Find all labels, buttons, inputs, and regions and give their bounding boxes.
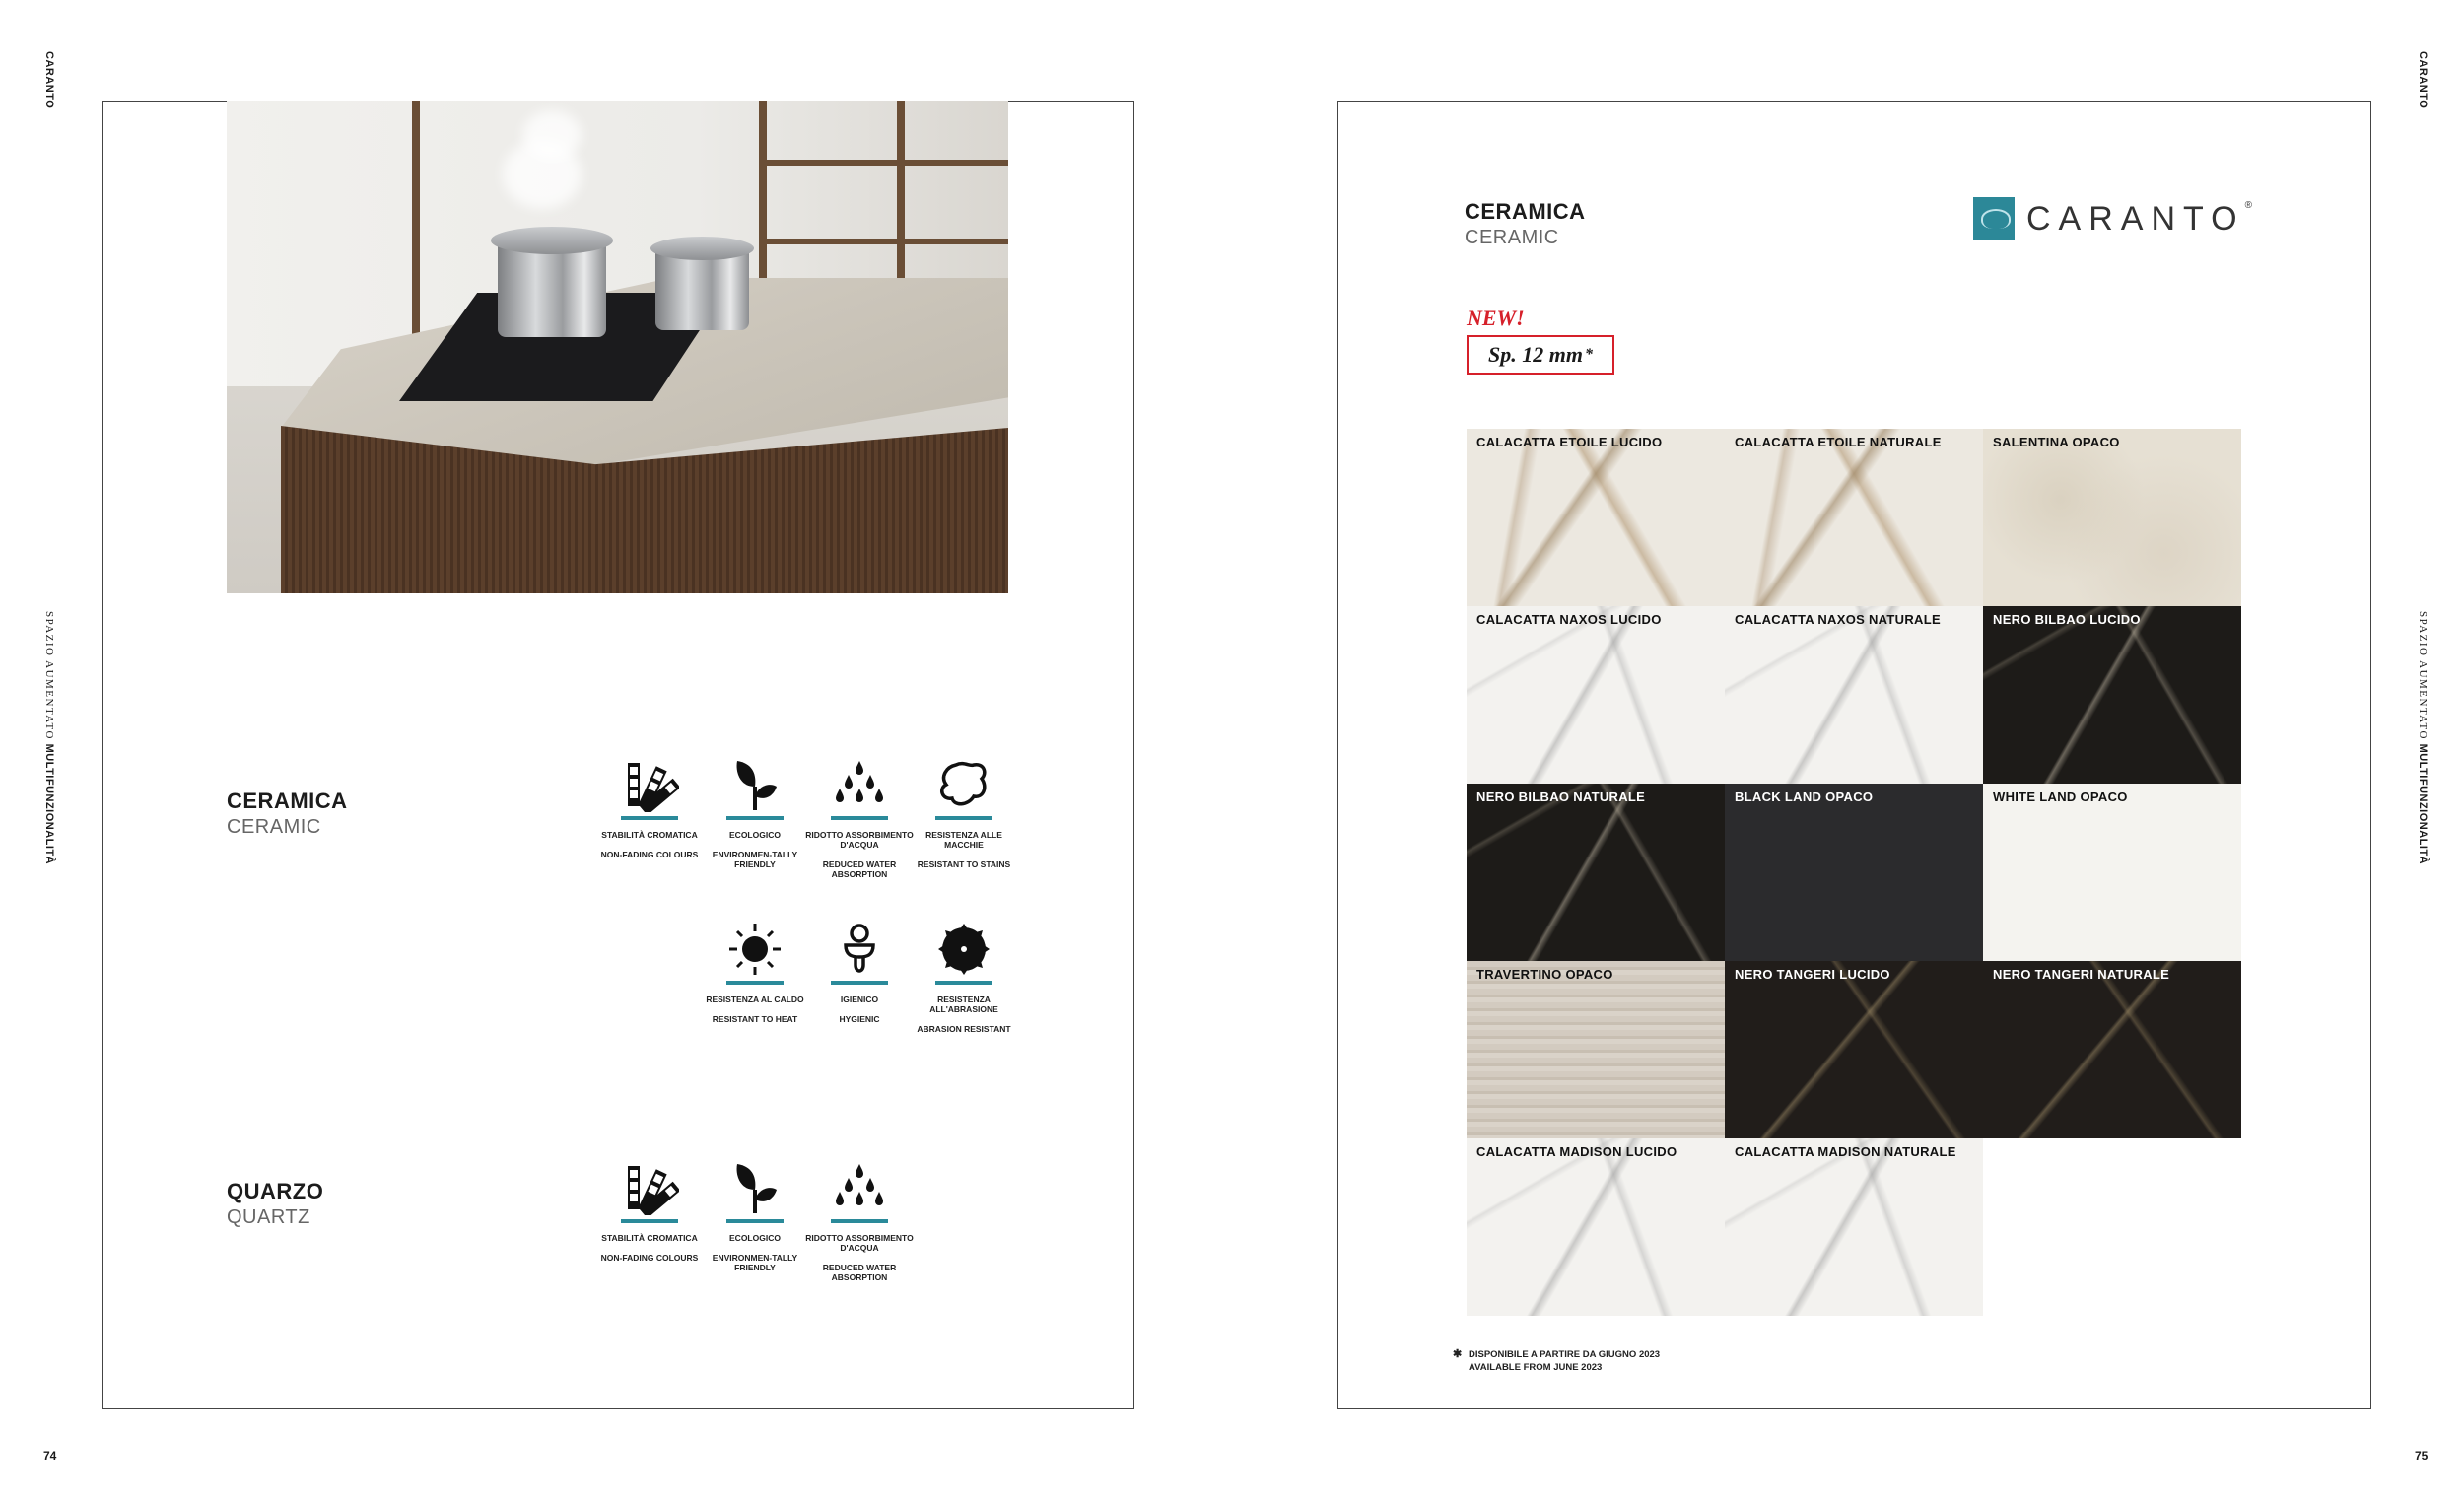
feature-abrasion-resistance: [910, 922, 1018, 1034]
left-page-number: 74: [43, 1449, 57, 1463]
feature-label-it: RIDOTTO ASSORBIMENTO D'ACQUA: [805, 1233, 914, 1253]
feature-label-it: RESISTENZA AL CALDO: [706, 995, 804, 1004]
feature-underline: [935, 981, 992, 985]
footnote-it: DISPONIBILE A PARTIRE DA GIUGNO 2023: [1469, 1349, 1661, 1360]
right-page-number: 75: [2415, 1449, 2429, 1463]
thickness-asterisk: *: [1584, 346, 1593, 363]
feature-label-en: HYGIENIC: [839, 1014, 880, 1024]
feature-water-absorption: [805, 757, 914, 879]
material-swatch: [1983, 606, 2241, 784]
material-swatch: [1983, 429, 2241, 606]
feature-label-en: NON-FADING COLOURS: [600, 850, 699, 859]
left-section-serif: SPAZIO AUMENTATO: [43, 611, 55, 740]
thickness-label: Sp. 12 mm: [1488, 342, 1583, 367]
feature-label-en: RESISTANT TO STAINS: [917, 859, 1011, 869]
feature-colour-stability: [595, 757, 704, 859]
ceramica-title: CERAMICA: [227, 789, 348, 813]
material-swatch-label: WHITE LAND OPACO: [1993, 789, 2128, 804]
feature-underline: [621, 816, 678, 820]
feature-stain-resistance: [910, 757, 1018, 869]
caranto-logo-mark-icon: [1973, 197, 2015, 240]
feature-label-it: STABILITÀ CROMATICA: [601, 830, 698, 840]
material-swatch-label: CALACATTA NAXOS LUCIDO: [1476, 612, 1662, 627]
feature-underline: [831, 981, 888, 985]
feature-underline: [935, 816, 992, 820]
feature-label-it: RESISTENZA ALLE MACCHIE: [925, 830, 1002, 850]
ceramica-subtitle: CERAMIC: [227, 816, 321, 838]
feature-label-it: ECOLOGICO: [729, 830, 781, 840]
feature-underline: [621, 1219, 678, 1223]
material-swatch-label: CALACATTA ETOILE NATURALE: [1735, 435, 1942, 449]
feature-label-it: RIDOTTO ASSORBIMENTO D'ACQUA: [805, 830, 914, 850]
leaf-sprout-icon: [725, 1160, 785, 1215]
feature-label-en: RESISTANT TO HEAT: [712, 1014, 798, 1024]
feature-underline: [726, 1219, 784, 1223]
feature-label-en: NON-FADING COLOURS: [600, 1253, 699, 1263]
feature-underline: [831, 1219, 888, 1223]
material-swatch-label: CALACATTA ETOILE LUCIDO: [1476, 435, 1663, 449]
kitchen-photo: [227, 101, 1008, 593]
quartz-feature-eco: [701, 1160, 809, 1272]
material-swatch-label: BLACK LAND OPACO: [1735, 789, 1874, 804]
material-swatch-label: CALACATTA MADISON LUCIDO: [1476, 1144, 1677, 1159]
material-swatch: [1725, 784, 1983, 961]
material-swatch: [1467, 606, 1725, 784]
material-swatch-label: TRAVERTINO OPACO: [1476, 967, 1613, 982]
material-swatch-label: CALACATTA NAXOS NATURALE: [1735, 612, 1941, 627]
material-swatch-label: SALENTINA OPACO: [1993, 435, 2120, 449]
material-swatch: [1983, 961, 2241, 1138]
thickness-badge: [1467, 335, 1614, 375]
sun-heat-icon: [725, 922, 785, 977]
material-swatch-label: NERO BILBAO LUCIDO: [1993, 612, 2141, 627]
leaf-sprout-icon: [725, 757, 785, 812]
left-section-vertical: [43, 611, 55, 864]
feature-heat-resistance: [701, 922, 809, 1024]
material-swatch: [1725, 961, 1983, 1138]
feature-label-en: ABRASION RESISTANT: [917, 1024, 1011, 1034]
feature-underline: [726, 816, 784, 820]
feature-label-en: ENVIRONMEN-TALLY FRIENDLY: [712, 1253, 798, 1272]
caranto-logo-text: CARANTO®: [2026, 199, 2252, 238]
stain-icon: [934, 757, 993, 812]
saw-blade-icon: [934, 922, 993, 977]
material-swatch: [1467, 961, 1725, 1138]
material-swatch: [1725, 429, 1983, 606]
water-drops-icon: [830, 757, 889, 812]
swatch-fan-icon: [620, 757, 679, 812]
material-swatch: [1467, 784, 1725, 961]
material-swatch-label: NERO BILBAO NATURALE: [1476, 789, 1646, 804]
feature-label-it: RESISTENZA ALL'ABRASIONE: [929, 995, 998, 1014]
feature-hygienic: [805, 922, 914, 1024]
left-section-bold: MULTIFUNZIONALITÀ: [43, 743, 55, 865]
feature-label-it: ECOLOGICO: [729, 1233, 781, 1243]
footnote-en: AVAILABLE FROM JUNE 2023: [1469, 1362, 1603, 1373]
caranto-logo: [1973, 197, 2252, 240]
material-swatch-label: CALACATTA MADISON NATURALE: [1735, 1144, 1956, 1159]
pacifier-icon: [830, 922, 889, 977]
quarzo-title: QUARZO: [227, 1179, 324, 1203]
material-swatch-label: NERO TANGERI NATURALE: [1993, 967, 2170, 982]
quartz-feature-colour-stability: [595, 1160, 704, 1263]
availability-footnote: [1453, 1348, 1660, 1374]
right-ceramica-subtitle: CERAMIC: [1465, 227, 1559, 248]
right-section-bold: MULTIFUNZIONALITÀ: [2417, 743, 2429, 865]
right-section-vertical: [2417, 611, 2429, 864]
feature-label-en: REDUCED WATER ABSORPTION: [822, 1263, 897, 1282]
right-section-serif: SPAZIO AUMENTATO: [2417, 611, 2429, 740]
new-tag: NEW!: [1467, 306, 1525, 330]
feature-label-it: IGIENICO: [840, 995, 879, 1004]
quarzo-subtitle: QUARTZ: [227, 1206, 310, 1228]
feature-label-en: REDUCED WATER ABSORPTION: [822, 859, 897, 879]
material-swatch: [1983, 784, 2241, 961]
material-swatch-label: NERO TANGERI LUCIDO: [1735, 967, 1890, 982]
feature-underline: [726, 981, 784, 985]
right-brand-vertical: CARANTO: [2417, 51, 2429, 109]
feature-underline: [831, 816, 888, 820]
feature-label-it: STABILITÀ CROMATICA: [601, 1233, 698, 1243]
feature-eco: [701, 757, 809, 869]
swatch-fan-icon: [620, 1160, 679, 1215]
feature-label-en: ENVIRONMEN-TALLY FRIENDLY: [712, 850, 798, 869]
left-brand-vertical: CARANTO: [43, 51, 55, 109]
material-swatch: [1725, 1138, 1983, 1316]
material-swatch: [1467, 429, 1725, 606]
material-swatch: [1467, 1138, 1725, 1316]
water-drops-icon: [830, 1160, 889, 1215]
quartz-feature-water-absorption: [805, 1160, 914, 1282]
asterisk-icon: ✱: [1453, 1348, 1463, 1360]
material-swatch: [1725, 606, 1983, 784]
right-ceramica-title: CERAMICA: [1465, 199, 1586, 224]
